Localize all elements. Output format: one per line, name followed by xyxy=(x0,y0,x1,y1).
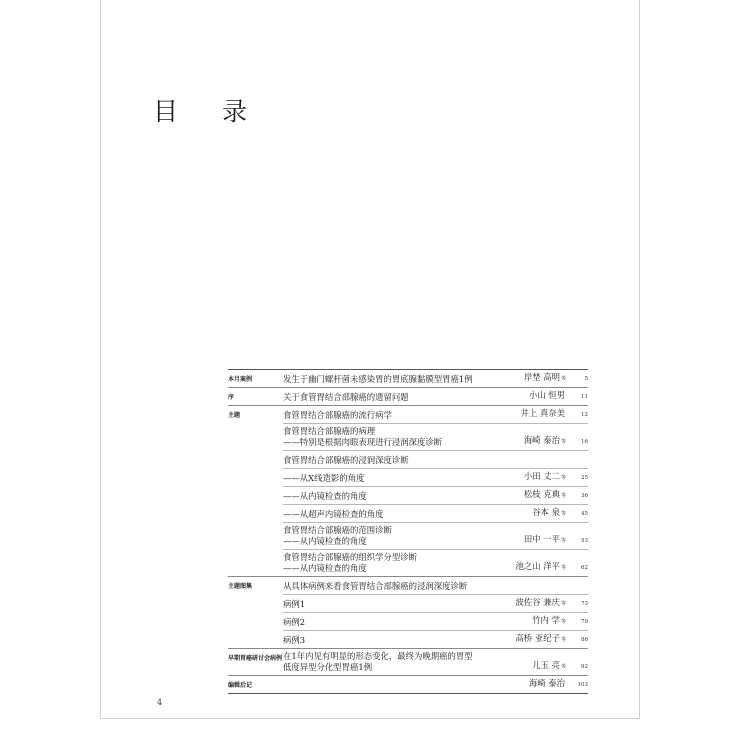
section-label: 本月案例 xyxy=(228,376,253,383)
entry-author-cell xyxy=(486,507,566,520)
author-suffix: 等 xyxy=(560,538,566,544)
entry-page-number: 45 xyxy=(581,511,588,517)
toc-section xyxy=(228,648,588,675)
toc-entry[interactable] xyxy=(283,370,588,387)
entry-author: 高桥 亚纪子 xyxy=(515,633,560,643)
entry-page-number: 79 xyxy=(581,619,588,625)
entry-title-line: ——从内镜检查的角度 xyxy=(283,563,367,573)
entry-page-number: 53 xyxy=(581,538,588,544)
entry-title-line: 发生于幽门螺杆菌未感染胃的胃底腺黏膜型胃癌1例 xyxy=(283,374,473,384)
toc-entry[interactable] xyxy=(283,522,588,549)
section-label: 编辑后记 xyxy=(228,682,253,689)
page-number: 4 xyxy=(157,698,163,707)
entry-author: 田中 一平 xyxy=(523,534,560,544)
author-suffix: 等 xyxy=(560,376,566,382)
entry-title-line: 病例3 xyxy=(283,635,306,645)
entry-author: 儿玉 亮 xyxy=(532,660,560,670)
entry-title-line: 病例1 xyxy=(283,599,306,609)
entry-author-cell xyxy=(486,372,566,385)
entry-title xyxy=(283,491,486,502)
entry-title-line: 食管胃结合部腺癌的浸润深度诊断 xyxy=(283,455,409,465)
entry-title xyxy=(283,525,486,547)
entry-author: 谷本 泉 xyxy=(532,507,560,517)
entry-author-cell xyxy=(486,471,566,484)
entry-page-number: 5 xyxy=(584,376,588,382)
entry-title xyxy=(283,651,486,673)
toc-entry[interactable] xyxy=(283,649,588,675)
entry-title xyxy=(283,426,486,448)
entry-title xyxy=(283,410,486,421)
entry-author-cell xyxy=(486,678,566,691)
table-of-contents xyxy=(228,369,588,694)
entry-author: 竹内 学 xyxy=(532,615,560,625)
section-label: 早期胃癌研讨会病例 xyxy=(228,655,283,662)
entry-author: 松枝 克典 xyxy=(523,489,560,499)
section-label: 主题图集 xyxy=(228,583,253,590)
entry-title xyxy=(283,392,486,403)
toc-section xyxy=(228,576,588,648)
entry-title xyxy=(283,473,486,484)
toc-entry[interactable] xyxy=(283,486,588,504)
toc-entry[interactable] xyxy=(283,504,588,522)
author-suffix: 等 xyxy=(560,637,566,643)
entry-author: 波佐谷 兼庆 xyxy=(515,597,560,607)
toc-section xyxy=(228,387,588,405)
entry-page-number: 25 xyxy=(581,475,588,481)
toc-entry[interactable] xyxy=(283,630,588,648)
section-label: 主题 xyxy=(228,412,241,419)
entry-author-cell xyxy=(486,633,566,646)
entry-author-cell xyxy=(486,615,566,628)
entry-author-cell xyxy=(486,534,566,547)
toc-section xyxy=(228,405,588,576)
entry-title xyxy=(283,581,486,592)
entry-author-cell xyxy=(486,489,566,502)
entry-title-line: 食管胃结合部腺癌的流行病学 xyxy=(283,410,392,420)
entry-page-number: 12 xyxy=(581,412,588,418)
entry-author-cell xyxy=(486,390,566,403)
entry-author: 池之山 洋平 xyxy=(515,561,560,571)
entry-author-cell xyxy=(486,453,566,466)
entry-page-number: 103 xyxy=(577,682,588,688)
entry-title-line: 食管胃结合部腺癌的病理 xyxy=(283,426,376,436)
entry-author: 小山 恒男 xyxy=(528,390,565,400)
toc-entry[interactable] xyxy=(283,406,588,423)
toc-entry[interactable] xyxy=(283,388,588,405)
entry-title xyxy=(283,617,486,628)
entry-author-cell xyxy=(486,579,566,592)
entry-title xyxy=(283,635,486,646)
entry-title-line: 在1年内见有明显的形态变化，最终为晚期癌的胃型 xyxy=(283,651,473,661)
entry-title-line: 病例2 xyxy=(283,617,306,627)
entry-title xyxy=(283,552,486,574)
section-label: 序 xyxy=(228,394,235,401)
entry-author-cell xyxy=(486,597,566,610)
entry-author: 井上 真奈美 xyxy=(520,408,565,418)
entry-page-number: 36 xyxy=(581,493,588,499)
author-suffix: 等 xyxy=(560,439,566,445)
author-suffix: 等 xyxy=(560,601,566,607)
entry-author: 海崎 泰治 xyxy=(523,435,560,445)
page-title: 目 录 xyxy=(153,97,265,126)
entry-page-number: 73 xyxy=(581,601,588,607)
entry-title-line: 关于食管胃结合部腺癌的遗留问题 xyxy=(283,392,409,402)
entry-page-number: 11 xyxy=(581,394,588,400)
entry-author-cell xyxy=(486,561,566,574)
entry-title-line: ——从X线造影的角度 xyxy=(283,473,365,483)
toc-entry[interactable] xyxy=(283,450,588,468)
toc-entry[interactable] xyxy=(283,549,588,576)
entry-title-line: ——特别是根据肉眼表现进行浸润深度诊断 xyxy=(283,437,443,447)
entry-author-cell xyxy=(486,408,566,421)
entry-author: 小田 丈二 xyxy=(523,471,560,481)
toc-section xyxy=(228,675,588,694)
toc-section xyxy=(228,369,588,387)
author-suffix: 等 xyxy=(560,493,566,499)
entry-title-line: 低度异型分化型胃癌1例 xyxy=(283,662,373,672)
entry-author: 岸埜 高明 xyxy=(523,372,560,382)
entry-title-line: ——从超声内镜检查的角度 xyxy=(283,509,384,519)
entry-title-line: ——从内镜检查的角度 xyxy=(283,491,367,501)
toc-entry[interactable] xyxy=(283,577,588,594)
entry-title-line: ——从内镜检查的角度 xyxy=(283,536,367,546)
entry-title xyxy=(283,455,486,466)
entry-page-number: 16 xyxy=(581,439,588,445)
entry-title xyxy=(283,509,486,520)
entry-title xyxy=(283,374,486,385)
entry-title-line: 食管胃结合部腺癌的组织学分型诊断 xyxy=(283,552,417,562)
author-suffix: 等 xyxy=(560,475,566,481)
entry-author-cell xyxy=(486,435,566,448)
author-suffix: 等 xyxy=(560,565,566,571)
toc-entry[interactable] xyxy=(283,612,588,630)
entry-title-line: 从具体病例来看食管胃结合部腺癌的浸润深度诊断 xyxy=(283,581,468,591)
author-suffix: 等 xyxy=(560,664,566,670)
entry-author: 海崎 泰治 xyxy=(528,678,565,688)
toc-entry[interactable] xyxy=(283,594,588,612)
author-suffix: 等 xyxy=(560,619,566,625)
toc-entry[interactable] xyxy=(283,423,588,450)
toc-entry[interactable] xyxy=(283,676,588,693)
entry-page-number: 62 xyxy=(581,565,588,571)
toc-entry[interactable] xyxy=(283,468,588,486)
entry-author-cell xyxy=(486,660,566,673)
author-suffix: 等 xyxy=(560,511,566,517)
entry-page-number: 86 xyxy=(581,637,588,643)
entry-page-number: 92 xyxy=(581,664,588,670)
entry-title-line: 食管胃结合部腺癌的范围诊断 xyxy=(283,525,392,535)
entry-title xyxy=(283,599,486,610)
